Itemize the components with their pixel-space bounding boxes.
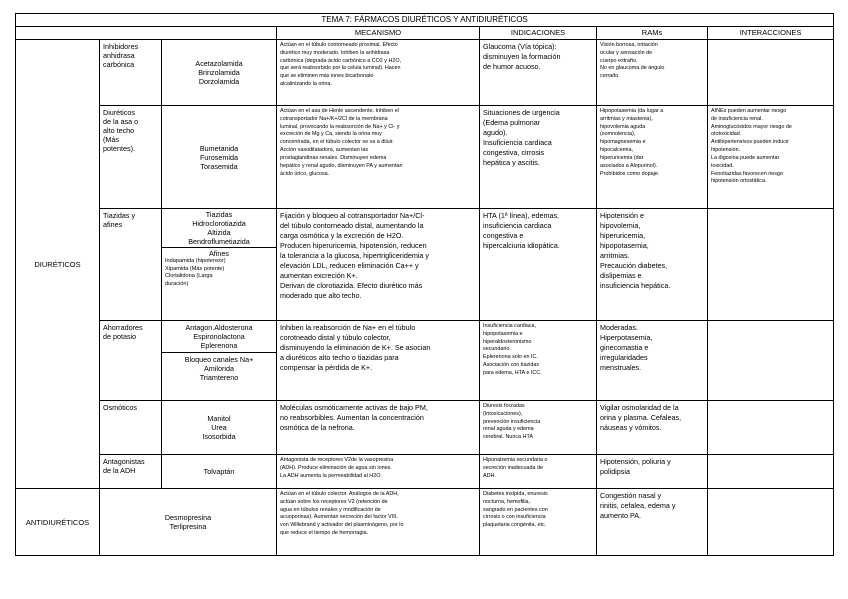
table-row-antidiureticos bbox=[16, 489, 834, 556]
drugs-anhidrasa: Acetazolamida Brinzolamida Dorzolamida bbox=[162, 40, 277, 106]
indicaciones-tiazidas: HTA (1ª línea), edemas, insuficiencia cardiaca congestiva e hipercalciuria idiopática. bbox=[480, 209, 597, 321]
table-row-asa bbox=[16, 106, 834, 209]
drugs-tiazidas bbox=[162, 209, 277, 321]
rams-tiazidas: Hipotensión e hipovolemia, hiperuricemia, hipopotasemia, arritmias. Precaución diabetes, dislipemias e insuficiencia hepática. bbox=[597, 209, 708, 321]
subgroup-anhidrasa: Inhibidores anhidrasa carbónica bbox=[100, 40, 162, 106]
rams-antidiureticos: Congestión nasal y rinitis, cefalea, edema y aumento PA. bbox=[597, 489, 708, 556]
group-diureticos: DIURÉTICOS bbox=[16, 40, 100, 489]
drugs-tiazidas-afines: Afines Indapamida (hipotensor) Xipamida (Más potente) Clortalidona (Larga duración) bbox=[165, 249, 229, 287]
drugs-osmoticos: Manitol Urea Isosorbida bbox=[162, 401, 277, 455]
subgroup-asa: Diuréticos de la asa o alto techo (Más potentes). bbox=[100, 106, 162, 209]
table-title: TEMA 7: FÁRMACOS DIURÉTICOS Y ANTIDIURÉTICOS bbox=[16, 14, 834, 27]
indicaciones-ahorradores: Insuficiencia cardiaca, hipopotasemia e hiperaldosteronismo secundario. Eplerenona solo en IC. Asociación con tiazidas para edema, HTA e ICC. bbox=[480, 321, 597, 401]
subgroup-ahorradores: Ahorradores de potasio bbox=[100, 321, 162, 401]
drugs-antidiureticos: Desmopresina Terlipresina bbox=[100, 489, 277, 556]
mecanismo-adh: Antagonista de receptores V2de la vasopresina (ADH). Produce eliminación de agua sin iones. La ADH aumenta la permeabilidad al H2O. bbox=[277, 455, 480, 489]
drugs-adh: Tolvaptán bbox=[162, 455, 277, 489]
document-page bbox=[15, 13, 833, 556]
header-rams: RAMs bbox=[597, 27, 708, 40]
header-row bbox=[16, 27, 834, 40]
interacciones-antidiureticos bbox=[708, 489, 834, 556]
rams-ahorradores: Moderadas. Hiperpotasemia, ginecomastia e irregularidades menstruales. bbox=[597, 321, 708, 401]
mecanismo-antidiureticos: Actúan en el túbulo colector. Análogos de la ADH, actúan sobre los receptores V2 (retención de agua en túbulos renales y modificación de acuoporinas). Aumentan secreción del factor VIII, von Willebrand y activador del plasminógeno, por lo que reduce el tiempo de hemorragia. bbox=[277, 489, 480, 556]
interacciones-osmoticos bbox=[708, 401, 834, 455]
mecanismo-ahorradores: Inhiben la reabsorción de Na+ en el túbulo corotneado distal y túbulo colector, disminuyendo la eliminación de K+. Se asocian a diuréticos alto techo o tiazidas para compensar la pérdida de K+. bbox=[277, 321, 480, 401]
table-row-ahorradores bbox=[16, 321, 834, 401]
indicaciones-asa: Situaciones de urgencia (Edema pulmonar agudo). Insuficiencia cardiaca congestiva, cirrosis hepática y ascitis. bbox=[480, 106, 597, 209]
interacciones-ahorradores bbox=[708, 321, 834, 401]
drugs-ahorradores bbox=[162, 321, 277, 401]
subgroup-tiazidas: Tiazidas y afines bbox=[100, 209, 162, 321]
mecanismo-tiazidas: Fijación y bloqueo al cotransportador Na+/Cl- del túbulo contorneado distal, aumentando la carga osmótica y la excreción de H2O. Producen hiperuricemia, hipotensión, reducen la tolerancia a la glucosa, hipertrigliceridemia y elevación LDL, reducen eliminación Ca++ y aumentan excreción K+. Derivan de clorotiazida. Efecto diurético más moderado que alto techo. bbox=[277, 209, 480, 321]
header-blank bbox=[16, 27, 277, 40]
drugs-aldosterona: Antagon.Aldosterona Espironolactona Eplerenona bbox=[162, 321, 276, 353]
drugs-asa: Bumetanida Furosemida Torasemida bbox=[162, 106, 277, 209]
indicaciones-osmoticos: Diuresis forzadas (Intoxicaciones), prevención insuficiencia renal aguda y edema cerebral. Nunca HTA bbox=[480, 401, 597, 455]
header-indicaciones: INDICACIONES bbox=[480, 27, 597, 40]
drugs-canales-na: Bloqueo canales Na+ Amilorida Triamtereno bbox=[184, 355, 254, 382]
indicaciones-antidiureticos: Diabetes insípida, enuresis nocturna, hemofilia, sangrado en pacientes con cirrosis o con insuficiencia plaquetaria congénita, etc. bbox=[480, 489, 597, 556]
rams-adh: Hipotensión, poliuria y polidipsia bbox=[597, 455, 708, 489]
table-row-anhidrasa bbox=[16, 40, 834, 106]
interacciones-asa: AINEs pueden aumentar riesgo de insuficiencia renal. Aminoglucósidos mayor riesgo de ototoxicidad. Antihipertensivos pueden inducir hipotensión. La digoxina puede aumentar toxicidad. Fenotiazidas favorecen riesgo hipotensión ortostática. bbox=[708, 106, 834, 209]
indicaciones-anhidrasa: Glaucoma (Vía tópica): disminuyen la formación de humor acuoso. bbox=[480, 40, 597, 106]
interacciones-adh bbox=[708, 455, 834, 489]
rams-anhidrasa: Visión borrosa, irritación ocular y sensación de cuerpo extraño. No en glaucoma de ángulo cerrado. bbox=[597, 40, 708, 106]
drug-table bbox=[15, 13, 834, 556]
indicaciones-adh: Hiponatremia secundaria o secreción inadecuada de ADH. bbox=[480, 455, 597, 489]
group-antidiureticos: ANTIDIURÉTICOS bbox=[16, 489, 100, 556]
header-mecanismo: MECANISMO bbox=[277, 27, 480, 40]
header-interacciones: INTERACCIONES bbox=[708, 27, 834, 40]
subgroup-osmoticos: Osmóticos bbox=[100, 401, 162, 455]
mecanismo-osmoticos: Moléculas osmóticamente activas de bajo PM, no reabsorbibles. Aumentan la concentración osmótica de la nefrona. bbox=[277, 401, 480, 455]
mecanismo-asa: Actúan en el asa de Henle ascendente. Inhiben el cotransportador Na+/K+/2Cl de la membrana luminal, provocando la reabsorción de Na+ y Cl- y excreción de Mg y Ca, siendo la orina muy concentrada, en el túbulo colector se va a diluir. Acción vasodilatadora, aumentan las prostaglandinas renales. Disminuyen edema hepático y renal agudo, disminuyen PA y aumentan ácido úrico, glucosa. bbox=[277, 106, 480, 209]
rams-osmoticos: Vigilar osmolaridad de la orina y plasma. Cefaleas, náuseas y vómitos. bbox=[597, 401, 708, 455]
table-row-osmoticos bbox=[16, 401, 834, 455]
table-row-adh bbox=[16, 455, 834, 489]
mecanismo-anhidrasa: Actúan en el túbulo contorneado proximal. Efecto diurético muy moderado. Inhiben la anhidrasa carbónica (degrada ácido carbónico a CO2 y H2O, que será reabsorbido por la celula luminal). Hacen que se eliminen más iones bicarbonato alcalinizando la orina. bbox=[277, 40, 480, 106]
drugs-tiazidas-main: Tiazidas Hidroclorotiazida Altizida Bendroflumetiazida bbox=[162, 209, 276, 248]
rams-asa: Hipopotasemia (da lugar a arritmias y miastenia), hipovolemia aguda (somnolencia), hipomagnesemia e hipocalcemia, hiperuricemia (dar asociados a Alopurinol). Prohibidos como dopaje. bbox=[597, 106, 708, 209]
table-row-tiazidas bbox=[16, 209, 834, 321]
interacciones-anhidrasa bbox=[708, 40, 834, 106]
interacciones-tiazidas bbox=[708, 209, 834, 321]
subgroup-adh: Antagonistas de la ADH bbox=[100, 455, 162, 489]
